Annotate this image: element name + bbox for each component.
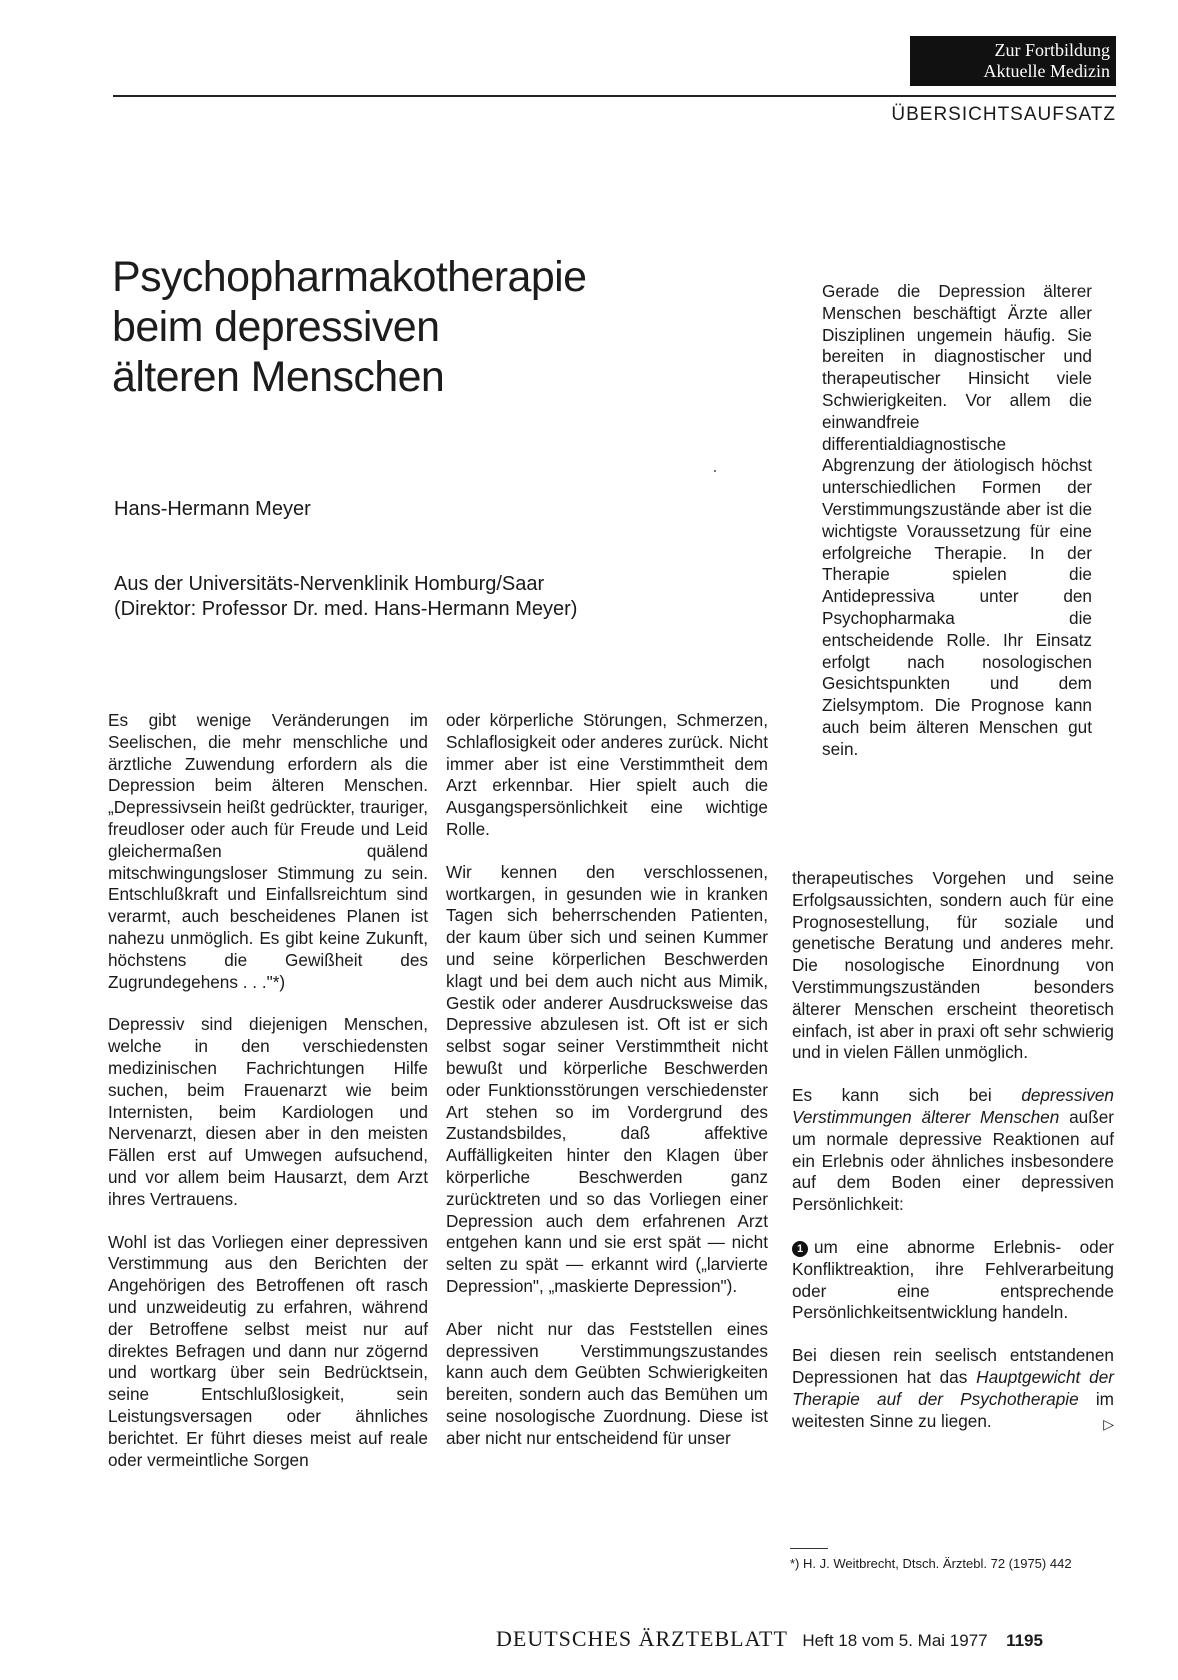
section-label-line1: Zur Fortbildung xyxy=(994,40,1110,60)
paragraph xyxy=(792,1085,1114,1216)
emphasis-text: Hauptgewicht der Therapie auf der Psychotherapie xyxy=(792,1366,1114,1409)
text-run: im weitesten Sinne zu liegen. xyxy=(792,1388,1114,1431)
text-run: Es kann sich bei xyxy=(792,1085,1022,1106)
header-rule xyxy=(113,95,1116,97)
affiliation xyxy=(114,572,577,622)
author-name: Hans-Hermann Meyer xyxy=(114,498,311,520)
affiliation-line: (Direktor: Professor Dr. med. Hans-Hermann Meyer) xyxy=(114,598,578,620)
footnote: *) H. J. Weitbrecht, Dtsch. Ärztebl. 72 (1975) 442 xyxy=(790,1556,1072,1571)
article-title xyxy=(112,252,732,402)
section-label-line2: Aktuelle Medizin xyxy=(983,61,1110,81)
paragraph: Es gibt wenige Veränderungen im Seelischen, die mehr menschliche und ärztliche Zuwendung erfordern als die Depression beim älteren Menschen. „Depressivsein heißt gedrückter, trauriger, freudloser oder auch für Freude und Leid gleichermaßen quälend mitschwingungsloser Stimmung zu sein. Entschlußkraft und Einfallsreichtum sind verarmt, auch bescheidenes Planen ist nahezu unmöglich. Es gibt keine Zukunft, höchstens die Gewißheit des Zugrundegehens . . ."*) xyxy=(108,710,428,992)
paragraph: therapeutisches Vorgehen und seine Erfolgsaussichten, sondern auch für eine Prognosestellung, für soziale und genetische Beratung und anderes mehr. Die nosologische Einordnung von Verstimmungszuständen besonders älterer Menschen erscheint theoretisch einfach, ist aber in praxi oft sehr schwierig und in vielen Fällen unmöglich. xyxy=(792,868,1114,1063)
text-run: außer um normale depressive Reaktionen auf ein Erlebnis oder ähnliches insbesondere auf dem Boden einer depressiven Persönlichkeit: xyxy=(792,1106,1114,1215)
paragraph: Wohl ist das Vorliegen einer depressiven Verstimmung aus den Berichten der Angehörigen des Betroffenen oft rasch und unzweideutig zu erfahren, während der Betroffene selbst meist nur auf direktes Befragen und dann nur zögernd und wortkarg über sein Bedrücktsein, seine Entschlußlosigkeit, sein Leistungsversagen oder ähnliches berichtet. Er führt dieses meist auf reale oder vermeintliche Sorgen xyxy=(108,1231,428,1470)
page-number: 1195 xyxy=(1006,1631,1043,1650)
article-type-label: ÜBERSICHTSAUFSATZ xyxy=(891,104,1116,125)
title-line: älteren Menschen xyxy=(112,353,445,401)
text-run: um eine abnorme Erlebnis- oder Konfliktreaktion, ihre Fehlverarbeitung oder eine entsprechende Persönlichkeitsentwicklung handeln. xyxy=(792,1236,1114,1323)
emphasis-text: depressiven Verstimmungen älterer Menschen xyxy=(792,1085,1114,1127)
continue-arrow-icon: ▷ xyxy=(1103,1415,1114,1432)
body-column-2 xyxy=(446,710,768,1450)
paragraph xyxy=(792,1345,1114,1432)
title-line: beim depressiven xyxy=(112,303,440,351)
page-footer xyxy=(496,1626,1110,1652)
journal-name: DEUTSCHES ÄRZTEBLATT xyxy=(496,1626,788,1651)
text-run: Bei diesen rein seelisch entstandenen Depressionen hat das xyxy=(792,1345,1114,1387)
footnote-rule xyxy=(790,1548,828,1549)
section-label-box xyxy=(910,36,1116,86)
body-column-1 xyxy=(108,710,428,1471)
issue-info: Heft 18 vom 5. Mai 1977 xyxy=(802,1631,988,1650)
print-speck xyxy=(714,470,716,472)
bullet-paragraph xyxy=(792,1237,1114,1324)
abstract: Gerade die Depression älterer Menschen beschäftigt Ärzte aller Disziplinen ungemein häufig. Sie bereiten in diagnostischer und therapeutischer Hinsicht viele Schwierigkeiten. Vor allem die einwandfreie differentialdiagnostische Abgrenzung der ätiologisch höchst unterschiedlichen Formen der Verstimmungszustände aber ist die wichtigste Voraussetzung für eine erfolgreiche Therapie. In der Therapie spielen die Antidepressiva unter den Psychopharmaka die entscheidende Rolle. Ihr Einsatz erfolgt nach nosologischen Gesichtspunkten und dem Zielsymptom. Die Prognose kann auch beim älteren Menschen gut sein. xyxy=(822,281,1092,759)
affiliation-line: Aus der Universitäts-Nervenklinik Homburg/Saar xyxy=(114,573,545,595)
title-line: Psychopharmakotherapie xyxy=(112,253,587,301)
numbered-bullet-icon: 1 xyxy=(792,1241,808,1257)
paragraph: Wir kennen den verschlossenen, wortkargen, in gesunden wie in kranken Tagen sich beherrschenden Patienten, der kaum über sich und seinen Kummer und seine körperlichen Beschwerden klagt und bei dem auch nicht aus Mimik, Gestik oder anderer Ausdrucksweise das Depressive abzulesen ist. Oft ist er sich selbst sogar seiner Verstimmtheit nicht bewußt und körperliche Beschwerden oder Funktionsstörungen verschiedenster Art stehen so im Vordergrund des Zustandsbildes, daß affektive Auffälligkeiten hinter den Klagen über körperliche Beschwerden ganz zurücktreten und so das Vorliegen einer Depression auch dem erfahrenen Arzt entgehen kann und sie erst spät — nicht selten zu spät — erkannt wird („larvierte Depression", „maskierte Depression"). xyxy=(446,861,768,1296)
body-column-3 xyxy=(792,868,1114,1435)
paragraph: Depressiv sind diejenigen Menschen, welche in den verschiedensten medizinischen Fachrichtungen Hilfe suchen, beim Frauenarzt wie beim Internisten, beim Kardiologen und Nervenarzt, diesen aber in den meisten Fällen erst auf Umwegen aufsuchend, und vor allem beim Hausarzt, dem Arzt ihres Vertrauens. xyxy=(108,1014,428,1209)
paragraph: Aber nicht nur das Feststellen eines depressiven Verstimmungszustandes kann auch dem Geübten Schwierigkeiten bereiten, sondern auch das Bemühen um seine nosologische Zuordnung. Diese ist aber nicht nur entscheidend für unser xyxy=(446,1318,768,1448)
paragraph: oder körperliche Störungen, Schmerzen, Schlaflosigkeit oder anderes zurück. Nicht immer aber ist eine Verstimmtheit dem Arzt erkennbar. Hier spielt auch die Ausgangspersönlichkeit eine wichtige Rolle. xyxy=(446,710,768,839)
